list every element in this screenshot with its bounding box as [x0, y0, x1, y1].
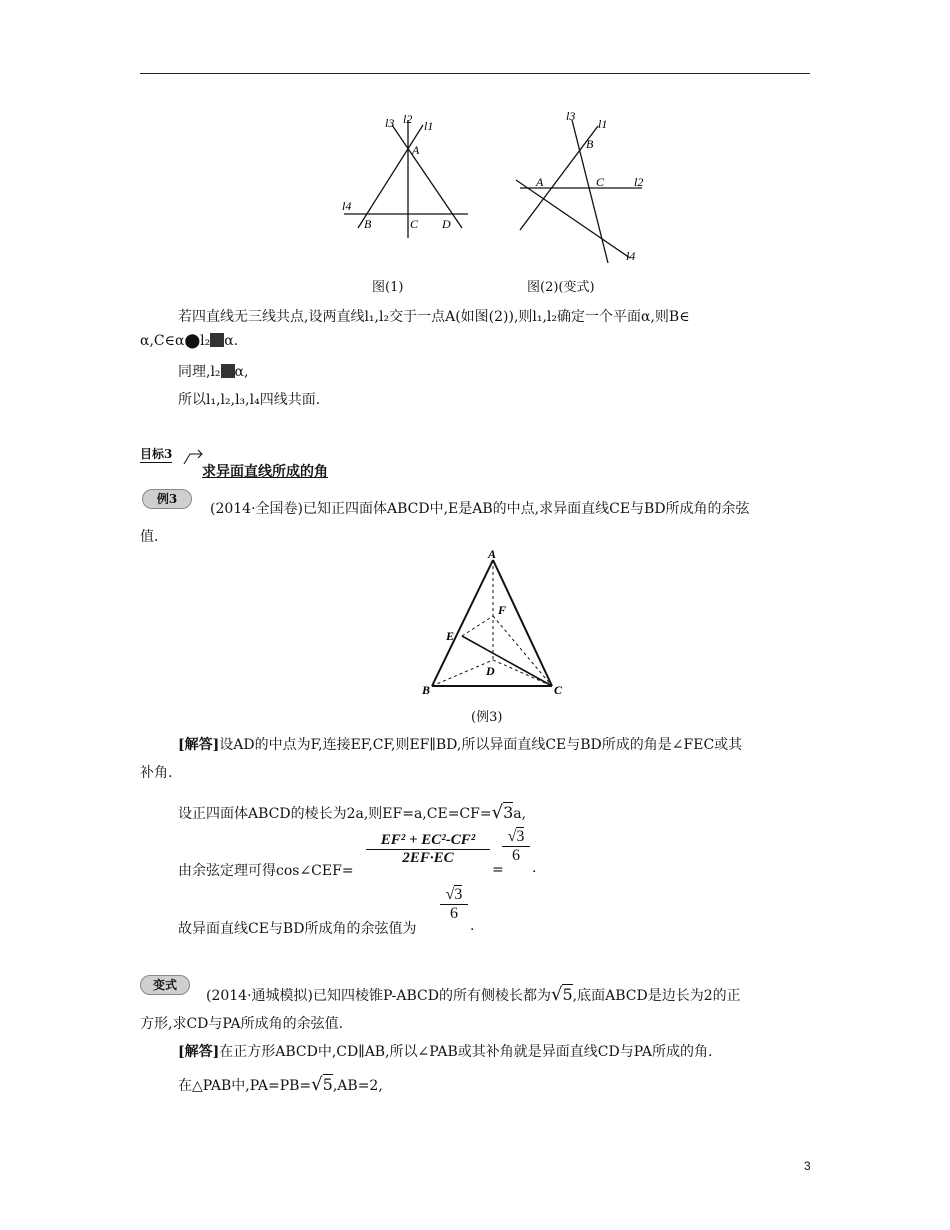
line-l1 [392, 125, 462, 228]
para1-line1: 若四直线无三线共点,设两直线l₁,l₂交于一点A(如图(2)),则l₁,l₂确定一个平面α,则B∈ [178, 309, 690, 325]
label-B: B [422, 683, 431, 697]
broken-glyph-icon [210, 333, 224, 347]
header-rule [140, 73, 810, 74]
variant-line4: 在△PAB中,PA=PB=√5,AB=2, [178, 1074, 383, 1095]
variant-line2: 方形,求CD与PA所成角的余弦值. [140, 1016, 344, 1032]
label-l1: l1 [598, 117, 608, 131]
label-A: A [488, 548, 497, 561]
label-l2: l2 [634, 175, 644, 189]
label-F: F [498, 603, 507, 617]
solution1-line2: 补角. [140, 765, 173, 781]
solution1-line5: 故异面直线CE与BD所成角的余弦值为 [178, 921, 417, 937]
answer-label: [解答] [178, 1044, 220, 1060]
label-l1: l1 [424, 119, 434, 133]
segment-EF [462, 616, 493, 636]
edge-AB [432, 560, 493, 686]
label-A: A [536, 175, 544, 189]
label-B: B [586, 137, 594, 151]
figure-1-diagram [330, 110, 480, 240]
variant-line3: [解答]在正方形ABCD中,CD∥AB,所以∠PAB或其补角就是异面直线CD与PA所成的角. [178, 1044, 713, 1060]
label-A: A [412, 143, 420, 157]
figure-1-caption: 图(1) [372, 280, 404, 295]
example3-caption: (例3) [471, 710, 503, 725]
arrow-icon [182, 448, 204, 466]
line-l4 [516, 180, 630, 258]
example3-line1: (2014·全国卷)已知正四面体ABCD中,E是AB的中点,求异面直线CE与BD所成角的余弦 [210, 501, 750, 517]
segment-EC [462, 636, 552, 686]
label-l3: l3 [566, 109, 576, 123]
solution1-line3: 设正四面体ABCD的棱长为2a,则EF=a,CE=CF=√3a, [178, 802, 527, 823]
solution1-line1: [解答]设AD的中点为F,连接EF,CF,则EF∥BD,所以异面直线CE与BD所成的角是∠FEC或其 [178, 737, 743, 753]
label-D: D [442, 217, 451, 231]
para1-line4: 所以l₁,l₂,l₃,l₄四线共面. [178, 392, 321, 408]
goal-badge: 目标3 [140, 447, 173, 461]
segment-FC [493, 616, 552, 686]
period: . [470, 918, 475, 934]
label-C: C [554, 683, 563, 697]
label-l4: l4 [626, 249, 636, 263]
result-fraction: √3 6 [502, 828, 530, 865]
answer-label: [解答] [178, 737, 220, 753]
edge-BD [432, 660, 493, 686]
para1-line3: 同理,l₂ α, [178, 364, 249, 380]
edge-DC [493, 660, 552, 686]
final-fraction: √3 6 [440, 886, 468, 923]
label-C: C [596, 175, 605, 189]
label-l4: l4 [342, 199, 352, 213]
line-l3 [358, 125, 423, 228]
tetrahedron-diagram [420, 548, 570, 700]
variant-badge: 变式 [140, 975, 190, 995]
broken-glyph-icon [221, 364, 235, 378]
label-D: D [486, 664, 495, 678]
label-C: C [410, 217, 419, 231]
label-l3: l3 [385, 116, 395, 130]
solution1-line4: 由余弦定理可得cos∠CEF= [178, 863, 354, 879]
figure-2-diagram [510, 108, 660, 268]
page-number: 3 [804, 1159, 811, 1173]
label-E: E [446, 629, 455, 643]
label-B: B [364, 217, 372, 231]
equals-sign: = [492, 862, 504, 878]
broken-glyph-icon: ⬤ [184, 333, 201, 349]
para1-line2: α,C∈α⬤l₂ α. [140, 333, 239, 349]
goal-title: 求异面直线所成的角 [202, 464, 328, 480]
variant-line1: (2014·通城模拟)已知四棱锥P-ABCD的所有侧棱长都为√5,底面ABCD是边长为2的正 [206, 984, 741, 1005]
edge-AC [493, 560, 552, 686]
label-l2: l2 [403, 112, 413, 126]
cosine-fraction: EF² + EC²-CF² 2EF·EC [366, 832, 490, 867]
period: . [532, 860, 537, 876]
example-badge: 例3 [142, 489, 192, 509]
figure-2-caption: 图(2)(变式) [527, 280, 595, 295]
example3-line2: 值. [140, 529, 159, 545]
